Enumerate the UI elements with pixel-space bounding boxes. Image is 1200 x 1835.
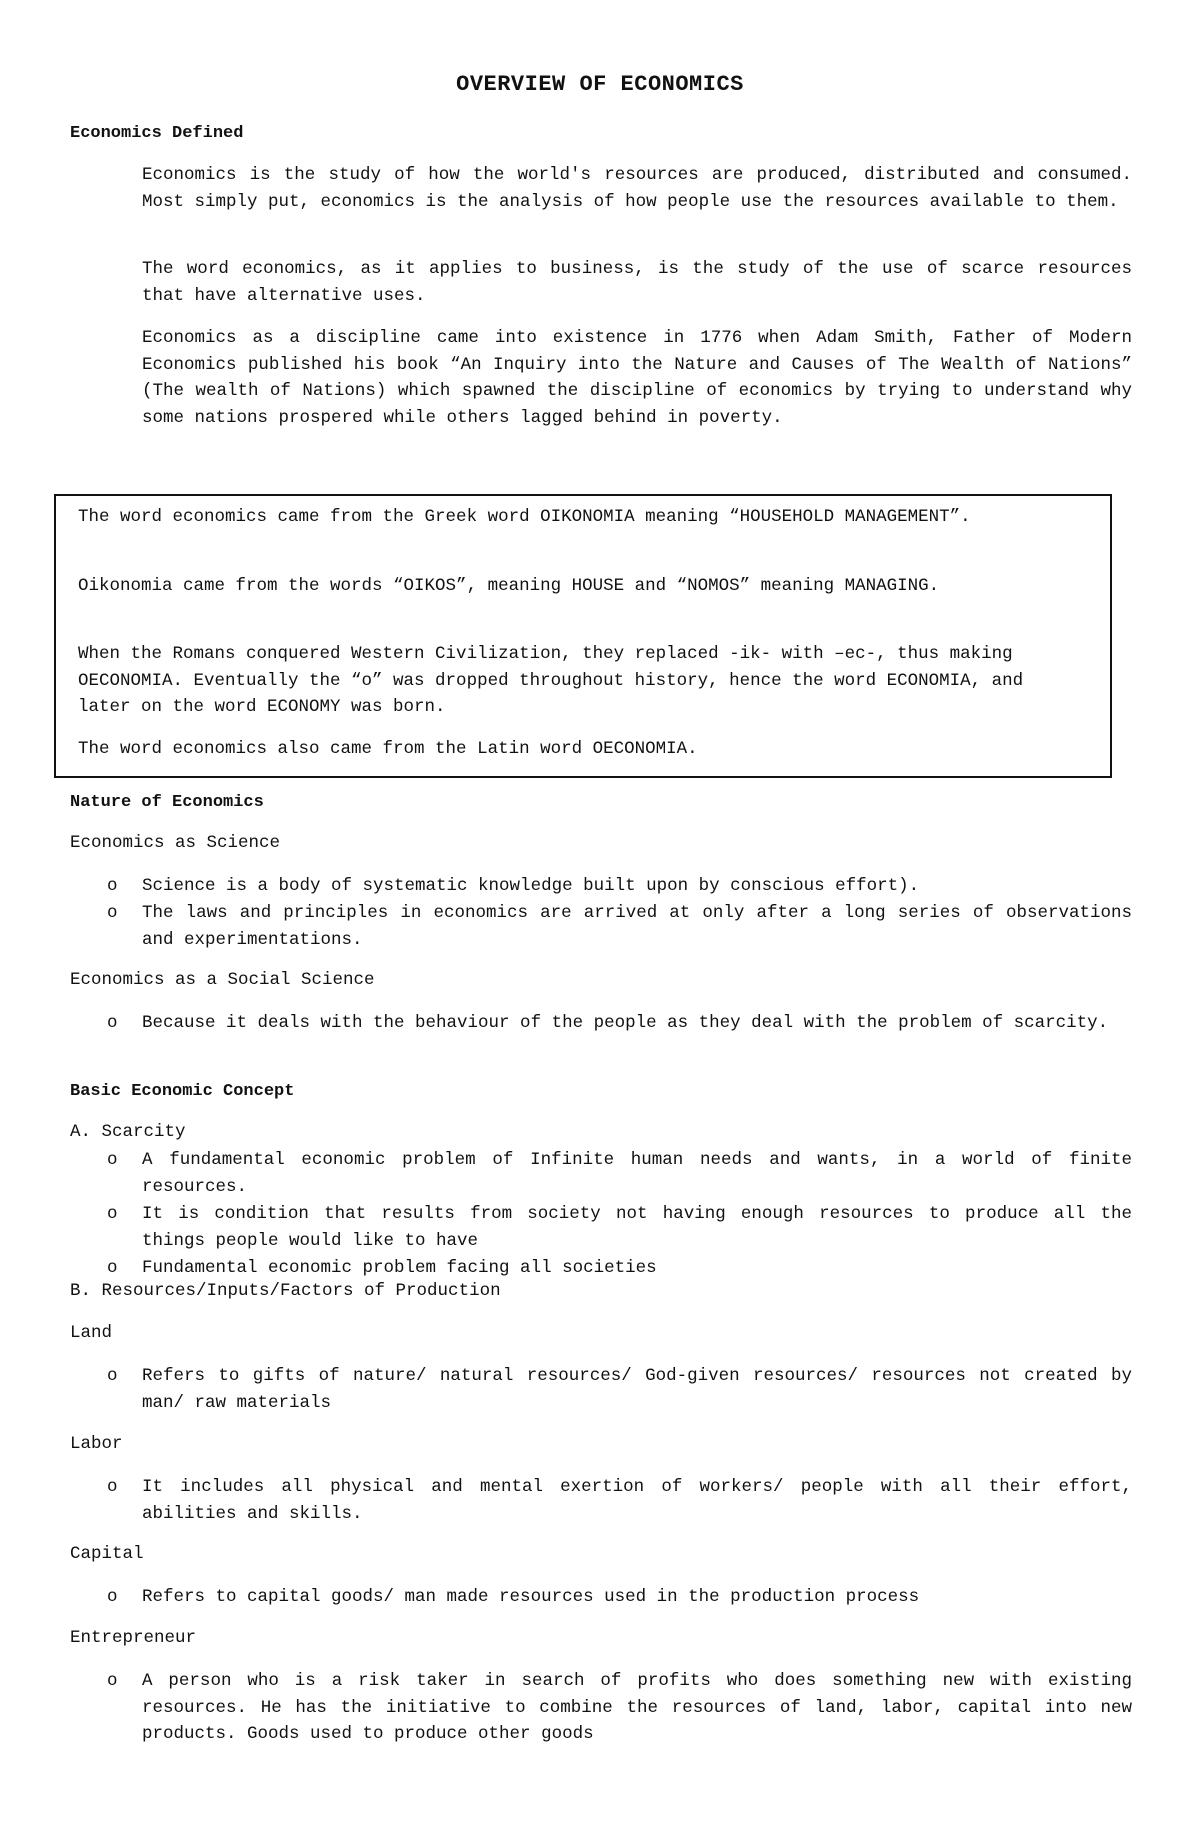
list-item <box>107 1474 1132 1527</box>
list-item <box>107 1363 1132 1416</box>
subheading-economics-as-science: Economics as Science <box>70 833 281 853</box>
list-item <box>107 900 1132 953</box>
bullet-marker: o <box>107 1013 118 1033</box>
list-item-text: A person who is a risk taker in search of profits who does something new with existing resources. He has the initiative to combine the resources of land, labor, capital into new products. Goods used to produce other goods <box>142 1671 1132 1744</box>
section-heading-economics-defined: Economics Defined <box>70 124 244 143</box>
bullet-marker: o <box>107 1366 118 1386</box>
bullet-marker: o <box>107 1150 118 1170</box>
subheading-scarcity: A. Scarcity <box>70 1122 186 1142</box>
list-item-text: A fundamental economic problem of Infinite human needs and wants, in a world of finite resources. <box>142 1150 1132 1197</box>
subheading-entrepreneur: Entrepreneur <box>70 1628 197 1648</box>
bullet-marker: o <box>107 1477 118 1497</box>
list-item <box>107 1147 1132 1200</box>
etymology-paragraph: The word economics came from the Greek word OIKONOMIA meaning “HOUSEHOLD MANAGEMENT”. <box>78 507 971 527</box>
section-heading-nature: Nature of Economics <box>70 793 264 812</box>
bullet-marker: o <box>107 876 118 896</box>
bullet-marker: o <box>107 903 118 923</box>
subheading-economics-as-social-science: Economics as a Social Science <box>70 970 375 990</box>
list-item-text: It includes all physical and mental exertion of workers/ people with all their effort, abilities and skills. <box>142 1477 1132 1524</box>
list-item-text: The laws and principles in economics are arrived at only after a long series of observations and experimentations. <box>142 903 1132 950</box>
definition-paragraph: Economics is the study of how the world's resources are produced, distributed and consumed. Most simply put, economics is the analysis of how people use the resources available to them. <box>142 165 1132 212</box>
list-item-text: Refers to capital goods/ man made resources used in the production process <box>142 1587 920 1607</box>
bullet-marker: o <box>107 1204 118 1224</box>
list-item-text: Science is a body of systematic knowledge built upon by conscious effort). <box>142 876 920 896</box>
subheading-labor: Labor <box>70 1434 123 1454</box>
definition-paragraph: Economics as a discipline came into existence in 1776 when Adam Smith, Father of Modern Economics published his book “An Inquiry into the Nature and Causes of The Wealth of Nations” (The wealth of Nations) which spawned the discipline of economics by trying to understand why some nations prospered while others lagged behind in poverty. <box>142 328 1132 428</box>
list-item-text: It is condition that results from society not having enough resources to produce all the things people would like to have <box>142 1204 1132 1251</box>
etymology-box <box>54 494 1112 778</box>
section-heading-basic-concept: Basic Economic Concept <box>70 1082 295 1101</box>
definition-paragraph: The word economics, as it applies to business, is the study of the use of scarce resources that have alternative uses. <box>142 259 1132 306</box>
list-item <box>107 1584 1132 1611</box>
bullet-marker: o <box>107 1671 118 1691</box>
etymology-paragraph: The word economics also came from the Latin word OECONOMIA. <box>78 739 698 759</box>
list-item <box>107 1255 1132 1282</box>
list-item <box>107 873 1132 900</box>
list-item <box>107 1668 1132 1748</box>
subheading-land: Land <box>70 1323 113 1343</box>
list-item <box>107 1010 1132 1037</box>
list-item-text: Refers to gifts of nature/ natural resources/ God-given resources/ resources not created by man/ raw materials <box>142 1366 1132 1413</box>
etymology-paragraph: When the Romans conquered Western Civilization, they replaced -ik- with –ec-, thus making OECONOMIA. Eventually the “o” was dropped throughout history, hence the word ECONOMIA, and later on the word ECONOMY was born. <box>78 644 1024 717</box>
document-title: OVERVIEW OF ECONOMICS <box>456 72 744 97</box>
subheading-resources: B. Resources/Inputs/Factors of Production <box>70 1281 501 1301</box>
subheading-capital: Capital <box>70 1544 144 1564</box>
list-item-text: Fundamental economic problem facing all societies <box>142 1258 657 1278</box>
bullet-marker: o <box>107 1587 118 1607</box>
list-item <box>107 1201 1132 1254</box>
bullet-marker: o <box>107 1258 118 1278</box>
etymology-paragraph: Oikonomia came from the words “OIKOS”, meaning HOUSE and “NOMOS” meaning MANAGING. <box>78 576 940 596</box>
list-item-text: Because it deals with the behaviour of the people as they deal with the problem of scarcity. <box>142 1013 1109 1033</box>
